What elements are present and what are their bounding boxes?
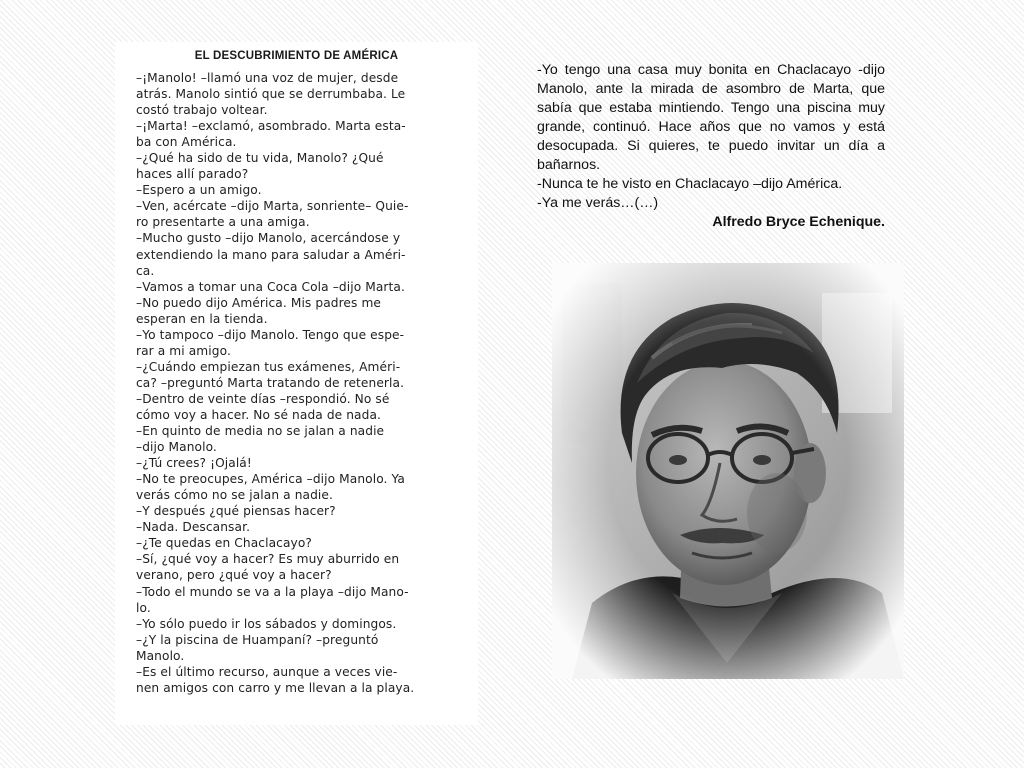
story-line: –Yo sólo puedo ir los sábados y domingos. [136,616,397,631]
story-line: –Sí, ¿qué voy a hacer? Es muy aburrido en [136,552,400,567]
story-line: –No puedo dijo América. Mis padres me [136,295,382,310]
scanned-story-page [115,42,478,725]
story-line: extendiendo la mano para saludar a Améri- [136,247,406,262]
story-line: ca? –preguntó Marta tratando de retenerla. [136,375,405,390]
story-line: ca. [136,263,155,278]
story-line: –En quinto de media no se jalan a nadie [136,424,385,439]
story-line: –¿Te quedas en Chaclacayo? [136,536,312,551]
story-line: costó trabajo voltear. [136,103,268,118]
continuation-line: -Nunca te he visto en Chaclacayo –dijo América. [537,176,843,192]
story-line: –¿Tú crees? ¡Ojalá! [136,456,252,471]
story-line: –Vamos a tomar una Coca Cola –dijo Marta. [136,279,405,294]
story-line: –¿Y la piscina de Huampaní? –preguntó [136,632,379,647]
story-line: –¡Marta! –exclamó, asombrado. Marta esta- [136,119,406,134]
story-line: –Ven, acércate –dijo Marta, sonriente– Quie- [136,199,409,214]
story-line: lo. [136,600,151,615]
story-line: atrás. Manolo sintió que se derrumbaba. Le [136,87,406,102]
story-line: ro presentarte a una amiga. [136,215,310,230]
story-line: –No te preocupes, América –dijo Manolo. Ya [136,472,405,487]
story-text [136,70,476,696]
story-line: –Mucho gusto –dijo Manolo, acercándose y [136,231,401,246]
story-line: ba con América. [136,135,237,150]
story-line: –Espero a un amigo. [136,183,262,198]
story-line: esperan en la tienda. [136,311,268,326]
story-line: –dijo Manolo. [136,440,217,455]
story-line: cómo voy a hacer. No sé nada de nada. [136,407,382,422]
story-line: nen amigos con carro y me llevan a la playa. [136,680,415,695]
story-line: –Y después ¿qué piensas hacer? [136,504,336,519]
story-line: –Es el último recurso, aunque a veces vie- [136,664,398,679]
story-title: EL DESCUBRIMIENTO DE AMÉRICA [194,50,399,62]
story-line: verano, pero ¿qué voy a hacer? [136,568,332,583]
story-line: verás cómo no se jalan a nadie. [136,488,333,503]
story-line: –Dentro de veinte días –respondió. No sé [136,391,390,406]
author-credit: Alfredo Bryce Echenique. [712,214,885,230]
story-line: haces allí parado? [136,167,249,182]
story-continuation [537,61,885,232]
continuation-line: -Ya me verás…(…) [537,195,659,211]
continuation-paragraph: -Yo tengo una casa muy bonita en Chaclacayo -dijo Manolo, ante la mirada de asombro de Marta, que sabía que estaba mintiendo. Tengo una piscina muy grande, continuó. Hace años que no vamos y está desocupada. Si quieres, te puedo invitar un día a bañarnos. [537,62,885,173]
story-line: –¿Cuándo empiezan tus exámenes, Améri- [136,359,401,374]
author-portrait [552,263,904,679]
story-line: rar a mi amigo. [136,343,231,358]
story-line: –¡Manolo! –llamó una voz de mujer, desde [136,71,399,85]
story-line: Manolo. [136,648,185,663]
story-line: –Nada. Descansar. [136,520,251,535]
story-line: –Todo el mundo se va a la playa –dijo Mano- [136,584,409,599]
story-line: –Yo tampoco –dijo Manolo. Tengo que espe- [136,327,405,342]
story-line: –¿Qué ha sido de tu vida, Manolo? ¿Qué [136,151,384,166]
